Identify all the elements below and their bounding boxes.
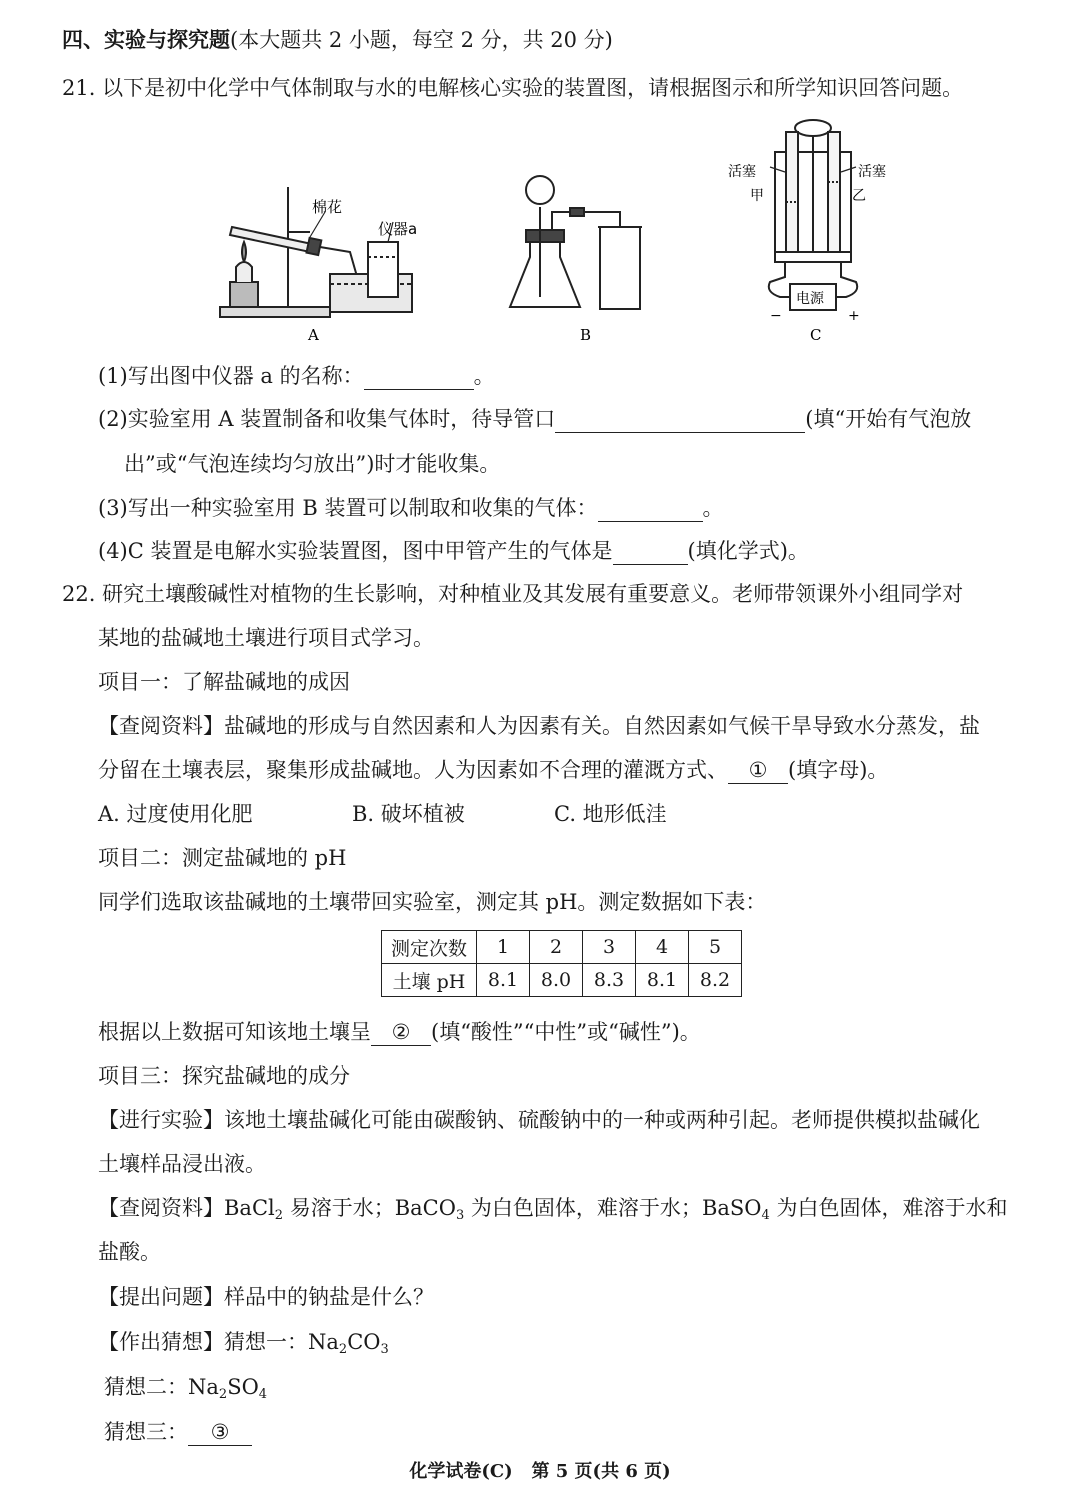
label-valve-left: 活塞 <box>728 164 756 180</box>
q22-project1: 项目一：了解盐碱地的成因 <box>98 670 350 694</box>
table-cell: 8.2 <box>689 964 742 997</box>
ph-table-wrap <box>381 930 742 997</box>
answer-mark-3[interactable]: ③ <box>188 1419 252 1446</box>
table-cell: 测定次数 <box>382 931 477 964</box>
table-cell: 2 <box>530 931 583 964</box>
label-cotton: 棉花 <box>312 198 343 216</box>
q22-exp-line1: 【进行实验】该地土壤盐碱化可能由碳酸钠、硫酸钠中的一种或两种引起。老师提供模拟盐碱化 <box>98 1108 980 1132</box>
label-plus: + <box>848 308 860 324</box>
q22-project2: 项目二：测定盐碱地的 pH <box>98 846 347 870</box>
label-jia: 甲 <box>750 188 764 204</box>
page-footer: 化学试卷(C) 第 5 页(共 6 页) <box>409 1461 671 1482</box>
funnel-bulb <box>526 176 554 204</box>
q22-option-c: C. 地形低洼 <box>554 802 667 826</box>
gas-jar <box>368 242 398 297</box>
q22-project2-text: 同学们选取该盐碱地的土壤带回实验室，测定其 pH。测定数据如下表： <box>98 890 767 914</box>
q21-part2-cont: 出”或“气泡连续均匀放出”)时才能收集。 <box>124 452 501 476</box>
label-minus: − <box>770 308 782 324</box>
q22-read1-line2: 分留在土壤表层，聚集形成盐碱地。人为因素如不合理的灌溉方式、 ① (填字母)。 <box>98 758 889 782</box>
tube-yi <box>828 132 840 252</box>
label-power: 电源 <box>796 291 824 307</box>
section-title: 四、实验与探究题 <box>62 27 230 52</box>
table-cell: 1 <box>477 931 530 964</box>
q22-guess1: 【作出猜想】猜想一：$Na_2CO_3$ <box>98 1330 389 1357</box>
q21-stem: 21. 以下是初中化学中气体制取与水的电解核心实验的装置图，请根据图示和所学知识回答问题。 <box>62 76 964 100</box>
answer-mark-1[interactable]: ① <box>728 757 788 784</box>
label-yi: 乙 <box>852 188 866 204</box>
q22-exp-line2: 土壤样品浸出液。 <box>98 1152 266 1176</box>
ph-table <box>381 930 742 997</box>
answer-blank-3[interactable] <box>598 497 703 522</box>
q21-part4: (4)C 装置是电解水实验装置图，图中甲管产生的气体是 (填化学式)。 <box>98 539 809 563</box>
q22-stem-line2: 某地的盐碱地土壤进行项目式学习。 <box>98 626 434 650</box>
section-header <box>62 26 613 54</box>
table-cell: 土壤 pH <box>382 964 477 997</box>
q22-option-a: A. 过度使用化肥 <box>98 802 253 826</box>
q22-guess3: 猜想三： ③ <box>104 1418 252 1446</box>
table-row <box>382 964 742 997</box>
q22-option-b: B. 破坏植被 <box>352 802 465 826</box>
alcohol-lamp <box>230 282 258 307</box>
table-cell: 8.1 <box>636 964 689 997</box>
table-row <box>382 931 742 964</box>
q22-read2-line2: 盐酸。 <box>98 1240 161 1264</box>
q21-part3: (3)写出一种实验室用 B 装置可以制取和收集的气体： 。 <box>98 496 724 520</box>
table-cell: 3 <box>583 931 636 964</box>
q21-part2: (2)实验室用 A 装置制备和收集气体时，待导管口 (填“开始有气泡放 <box>98 407 972 431</box>
label-valve-right: 活塞 <box>858 164 886 180</box>
answer-blank-4[interactable] <box>613 540 688 565</box>
q22-question: 【提出问题】样品中的钠盐是什么？ <box>98 1285 434 1309</box>
table-cell: 8.1 <box>477 964 530 997</box>
q22-project3: 项目三：探究盐碱地的成分 <box>98 1064 350 1088</box>
table-cell: 5 <box>689 931 742 964</box>
table-cell: 4 <box>636 931 689 964</box>
table-cell: 8.0 <box>530 964 583 997</box>
label-a: A <box>308 326 319 344</box>
section-note: (本大题共 2 小题，每空 2 分，共 20 分) <box>230 28 613 52</box>
answer-mark-2[interactable]: ② <box>371 1019 431 1046</box>
q22-stem-line1: 22. 研究土壤酸碱性对植物的生长影响，对种植业及其发展有重要意义。老师带领课外小组同学对 <box>62 582 964 606</box>
stand-base <box>220 307 330 317</box>
answer-blank-2[interactable] <box>555 408 805 433</box>
tube-jia <box>786 132 798 252</box>
label-instrument-a: 仪器a <box>378 220 418 238</box>
label-c: C <box>810 326 822 344</box>
answer-blank-1[interactable] <box>364 365 474 390</box>
b-gas-jar <box>600 227 640 309</box>
reservoir-bulb <box>795 120 831 136</box>
q22-conclusion: 根据以上数据可知该地土壤呈 ② (填“酸性”“中性”或“碱性”)。 <box>98 1020 701 1044</box>
label-b: B <box>580 326 592 344</box>
q22-guess2: 猜想二：$Na_2SO_4$ <box>104 1375 268 1402</box>
q21-part1: (1)写出图中仪器 a 的名称： 。 <box>98 364 495 388</box>
q22-read1-line1: 【查阅资料】盐碱地的形成与自然因素和人为因素有关。自然因素如气候干旱导致水分蒸发，盐 <box>98 714 980 738</box>
conical-flask <box>510 232 580 307</box>
table-cell: 8.3 <box>583 964 636 997</box>
q21-apparatus-figure <box>200 112 900 352</box>
q22-read2-line1: 【查阅资料】BaCl$_2$ 易溶于水；BaCO$_3$ 为白色固体，难溶于水；BaSO$_4$ 为白色固体，难溶于水和 <box>98 1196 1008 1223</box>
